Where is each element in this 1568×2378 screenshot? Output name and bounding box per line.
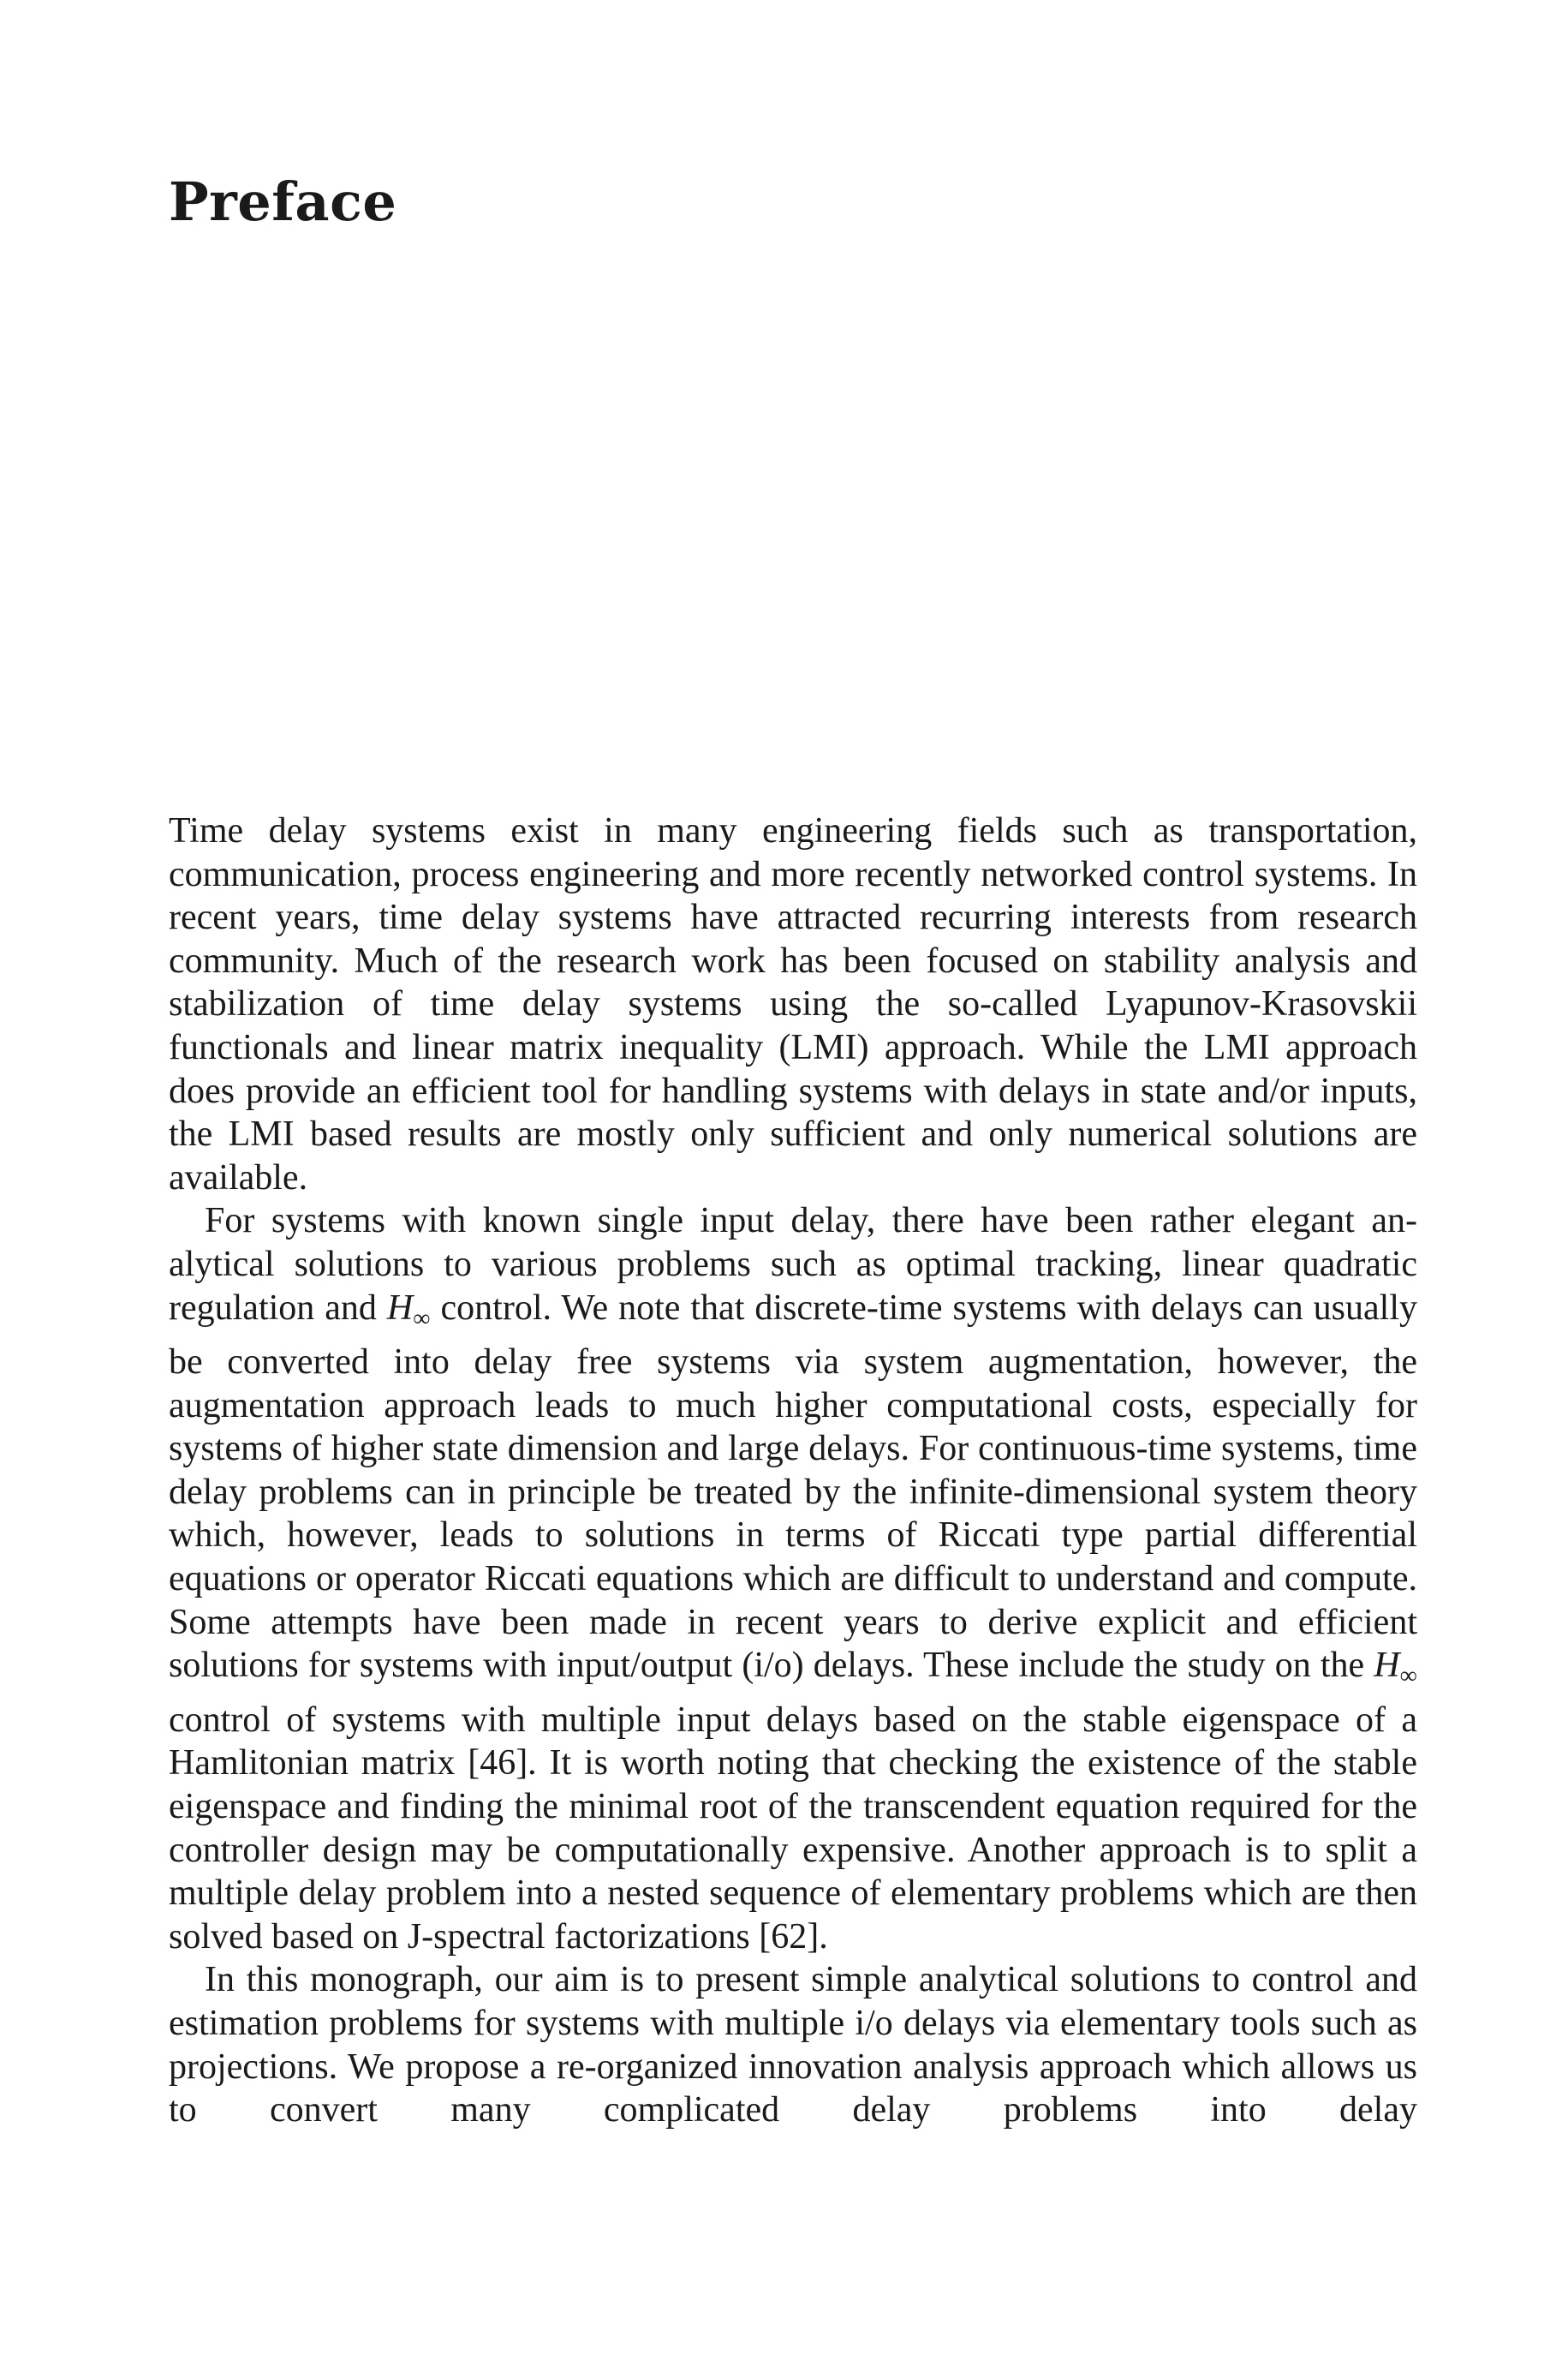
paragraph-1: Time delay systems exist in many engineering fields such as transportation, communication, process engineering and more recently networked control systems. In recent years, time delay systems have attracted recurring interests from research community. Much of the research work has been focused on stability analysis and stabilization of time delay systems using the so-called Lyapunov-Krasovskii functionals and linear matrix inequality (LMI) approach. While the LMI approach does provide an efficient tool for handling systems with delays in state and/or inputs, the LMI based results are mostly only sufficient and only numerical solutions are available. xyxy=(169,811,1417,1198)
paragraph-2 xyxy=(169,1199,1417,1958)
paragraph-2-text-c: control of systems with multiple input delays based on the stable eigenspace of a Hamlitonian matrix [46]. It is worth noting that checking the existence of the stable eigenspace and finding the minimal root of the transcendent equation required for the controller design may be computationally expensive. Another approach is to split a multiple delay problem into a nested sequence of elementary problems which are then solved based on J-spectral factorizations [62]. xyxy=(169,1700,1417,1957)
h-infinity-symbol xyxy=(386,1288,431,1332)
h-infinity-subscript: ∞ xyxy=(1399,1663,1417,1690)
h-infinity-letter: H xyxy=(386,1288,414,1328)
preface-body xyxy=(169,810,1417,2132)
h-infinity-subscript: ∞ xyxy=(413,1305,431,1332)
h-infinity-letter: H xyxy=(1374,1646,1400,1686)
h-infinity-symbol xyxy=(1374,1646,1417,1690)
paragraph-2-text-a: For systems with known single input delay, there have been rather elegant analytical solutions to various problems such as optimal tracking, linear quadratic regulation and xyxy=(169,1201,1417,1328)
chapter-title: Preface xyxy=(169,170,397,233)
paragraph-2-text-b: control. We note that discrete-time systems with delays can usually be converted into delay free systems via system augmentation, however, the augmentation approach leads to much higher computational costs, especially for systems of higher state dimension and large delays. For continuous-time systems, time delay problems can in principle be treated by the infinite-dimensional system theory which, however, leads to solutions in terms of Riccati type partial differential equations or operator Riccati equations which are difficult to understand and compute. Some attempts have been made in recent years to derive explicit and efficient solutions for systems with input/output (i/o) delays. These include the study on the xyxy=(169,1288,1417,1686)
paragraph-3: In this monograph, our aim is to present simple analytical solutions to control and estimation problems for systems with multiple i/o delays via elementary tools such as projections. We propose a re-organized innovation analysis approach which allows us to convert many complicated delay problems into delay xyxy=(169,1960,1417,2130)
